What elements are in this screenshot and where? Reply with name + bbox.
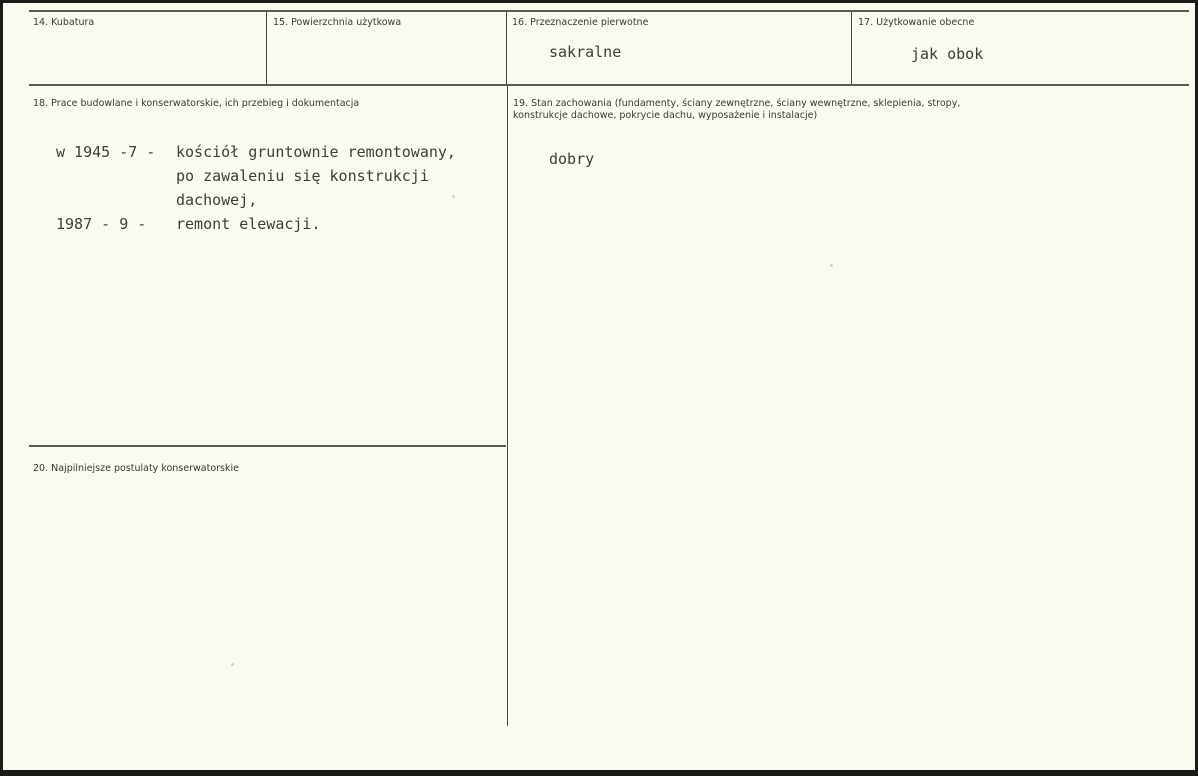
field-19-value: dobry <box>549 150 595 168</box>
record-card <box>3 3 1195 770</box>
field-16-label: 16. Przeznaczenie pierwotne <box>512 17 649 28</box>
field-20-label: 20. Najpilniejsze postulaty konserwatorskie <box>33 463 239 474</box>
top-border <box>29 10 1189 12</box>
main-column-divider <box>507 86 508 726</box>
field-19-label-line-1: 19. Stan zachowania (fundamenty, ściany zewnętrzne, ściany wewnętrzne, sklepienia, stropy, <box>513 98 961 109</box>
paper-speck <box>452 195 455 198</box>
row-divider-18-20 <box>29 445 506 447</box>
field-15-label: 15. Powierzchnia użytkowa <box>273 17 402 28</box>
field-17-value: jak obok <box>911 45 984 63</box>
field-18-entry-2-line-1: remont elewacji. <box>176 215 321 233</box>
paper-speck <box>231 663 234 666</box>
field-18-entry-1-year: w 1945 -7 - <box>56 143 156 161</box>
field-16-value: sakralne <box>549 43 622 61</box>
row-divider-1 <box>29 84 1189 86</box>
field-14-label: 14. Kubatura <box>33 17 95 28</box>
field-19-label-line-2: konstrukcje dachowe, pokrycie dachu, wyposażenie i instalacje) <box>513 110 818 121</box>
field-17-label: 17. Użytkowanie obecne <box>858 17 975 28</box>
field-18-label: 18. Prace budowlane i konserwatorskie, ich przebieg i dokumentacja <box>33 98 360 109</box>
field-18-entry-1-line-2: po zawaleniu się konstrukcji <box>176 167 429 185</box>
paper-speck <box>830 264 833 267</box>
divider-15-16 <box>506 12 507 84</box>
divider-14-15 <box>266 12 267 84</box>
divider-16-17 <box>851 12 852 84</box>
field-18-entry-2-year: 1987 - 9 - <box>56 215 147 233</box>
field-18-entry-1-line-3: dachowej, <box>176 191 258 209</box>
field-18-entry-1-line-1: kościół gruntownie remontowany, <box>176 143 456 161</box>
